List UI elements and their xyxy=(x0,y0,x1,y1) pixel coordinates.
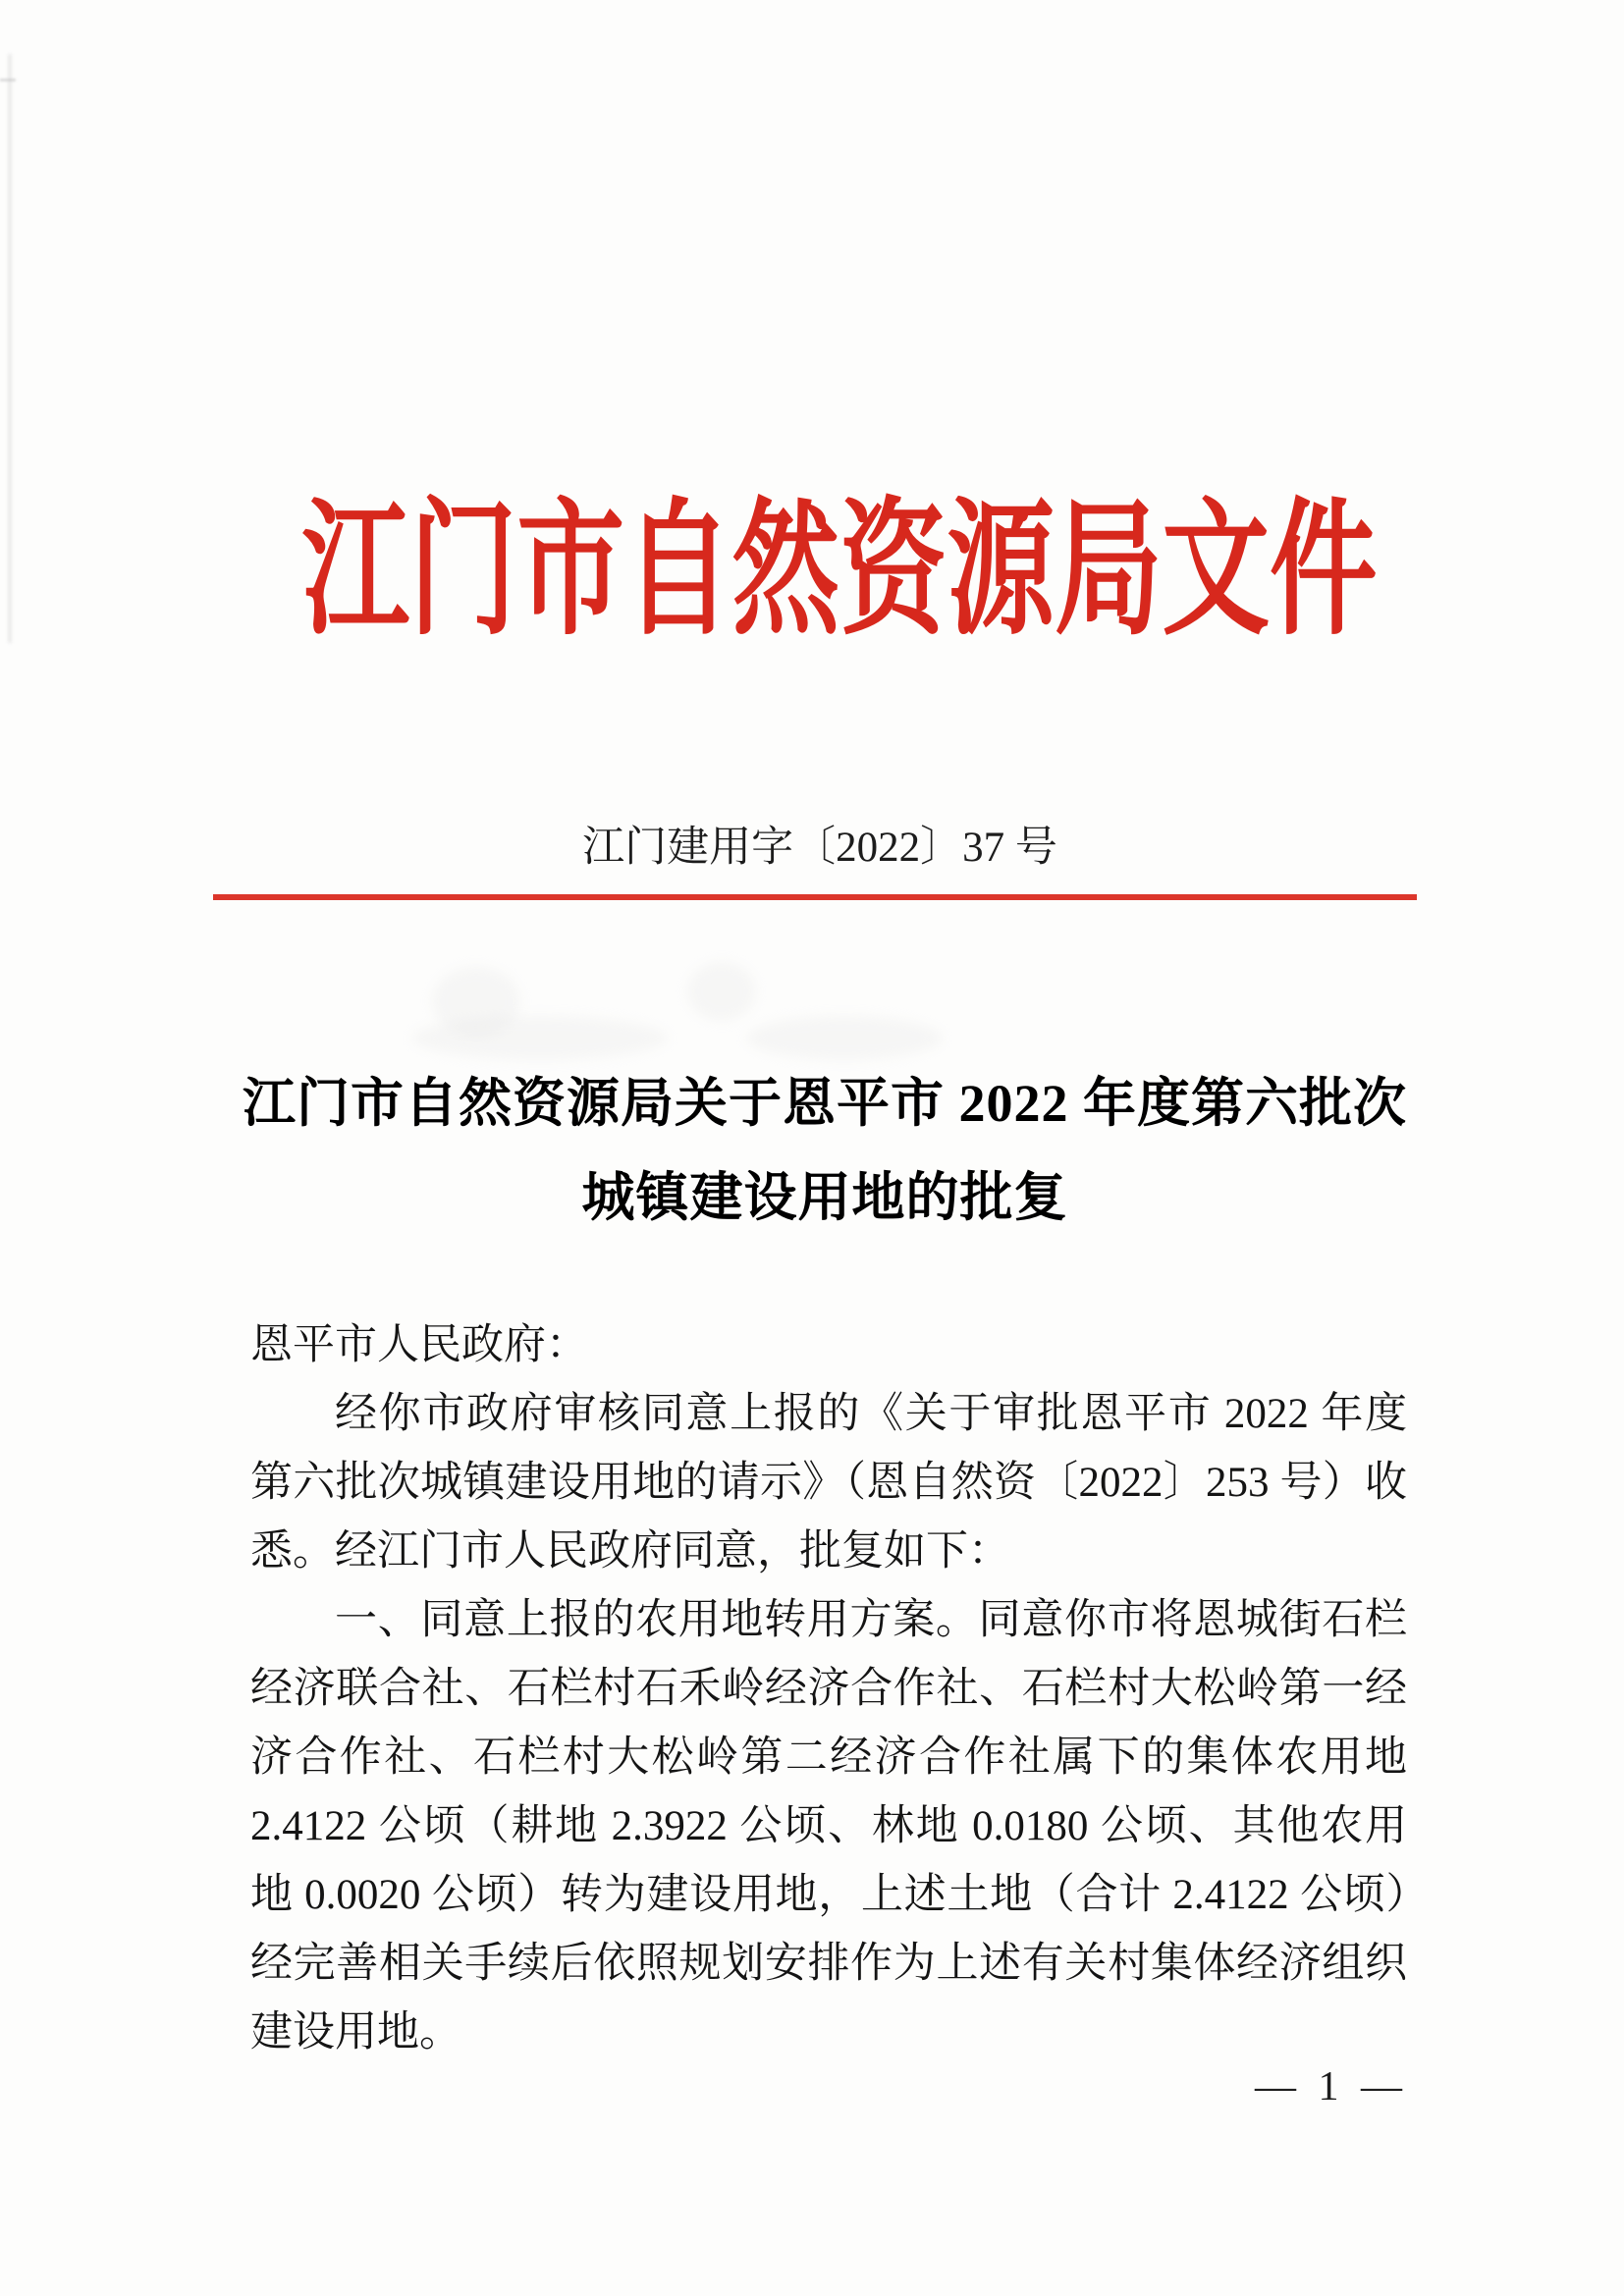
scan-artifact-smudge xyxy=(687,962,756,1021)
scan-artifact-smudge xyxy=(412,1016,668,1060)
document-title xyxy=(236,1056,1414,1245)
body-paragraph-2: 一、同意上报的农用地转用方案。同意你市将恩城街石栏经济联合社、石栏村石禾岭经济合作社、石栏村大松岭第一经济合作社、石栏村大松岭第二经济合作社属下的集体农用地 2.4122 公顷（耕地 2.3922 公顷、林地 0.0180 公顷、其他农用地 0.0020 公顷）转为建设用地，上述土地（合计 2.4122 公顷）经完善相关手续后依照规划安排作为上述有关村集体经济组织建设用地。 xyxy=(250,1597,1407,2056)
red-separator-rule xyxy=(213,894,1417,900)
scan-artifact-tick xyxy=(0,79,16,81)
salutation: 恩平市人民政府： xyxy=(250,1322,588,1368)
scan-artifact-smudge xyxy=(746,1016,943,1060)
page-number: — 1 — xyxy=(1255,2064,1408,2109)
body-paragraph-1: 经你市政府审核同意上报的《关于审批恩平市 2022 年度第六批次城镇建设用地的请示》（恩自然资〔2022〕253 号）收悉。经江门市人民政府同意，批复如下： xyxy=(250,1391,1407,1575)
document-title-line1: 江门市自然资源局关于恩平市 2022 年度第六批次 xyxy=(243,1074,1407,1133)
masthead-banner xyxy=(0,491,1624,653)
document-body xyxy=(250,1311,1407,2067)
document-title-line2: 城镇建设用地的批复 xyxy=(581,1168,1068,1227)
masthead-title: 江门市自然资源局文件 xyxy=(301,490,1378,653)
document-number: 江门建用字〔2022〕37 号 xyxy=(582,825,1057,871)
